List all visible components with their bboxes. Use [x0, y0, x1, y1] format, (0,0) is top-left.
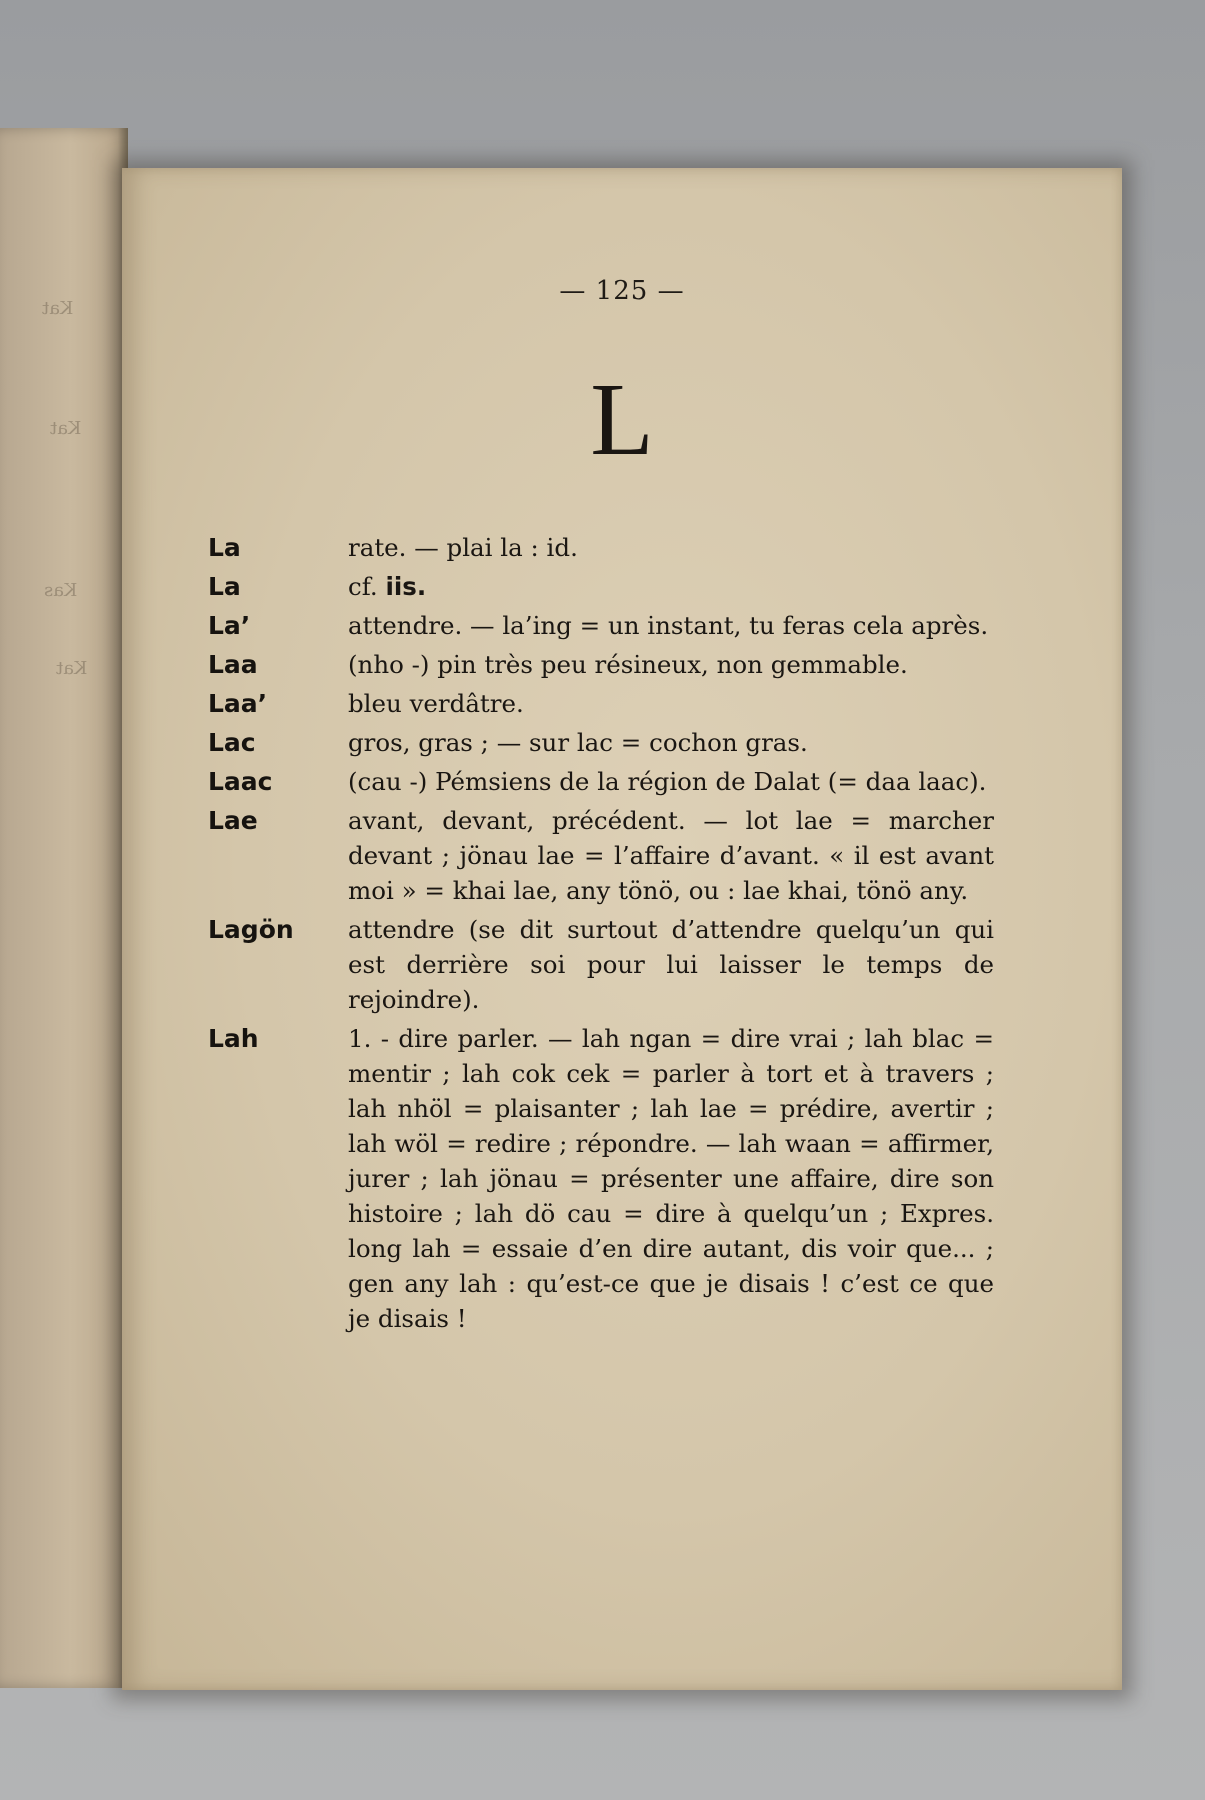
dictionary-entry	[208, 803, 1018, 908]
show-through-text: Kat	[42, 298, 74, 319]
entry-definition: gros, gras ; — sur lac = cochon gras.	[348, 728, 808, 757]
show-through-text: Kat	[50, 418, 82, 439]
dictionary-entry	[208, 912, 1018, 1017]
entry-headword: La	[208, 572, 241, 601]
entry-definition: avant, devant, précédent. — lot lae = marcher devant ; jönau lae = l’affaire d’avant. « il est avant moi » = khai lae, any tönö, ou : lae khai, tönö any.	[348, 806, 994, 905]
entry-cross-reference: iis.	[385, 572, 427, 601]
entry-definition-text: cf.	[348, 572, 386, 601]
show-through-text: Kat	[56, 658, 88, 679]
dictionary-page	[122, 168, 1122, 1690]
entry-definition: attendre. — la’ing = un instant, tu feras cela après.	[348, 611, 989, 640]
entry-definition: (nho -) pin très peu résineux, non gemmable.	[348, 650, 908, 679]
entry-headword: Laa’	[208, 689, 268, 718]
page-number: — 125 —	[559, 276, 685, 306]
dictionary-entry	[208, 686, 1018, 721]
entry-definition: attendre (se dit surtout d’attendre quelqu’un qui est derrière soi pour lui laisser le temps de rejoindre).	[348, 915, 994, 1014]
entry-headword: Lac	[208, 728, 256, 757]
entry-list	[208, 530, 1018, 1340]
entry-definition: bleu verdâtre.	[348, 689, 524, 718]
entry-definition: (cau -) Pémsiens de la région de Dalat (= daa laac).	[348, 767, 987, 796]
dictionary-entry	[208, 569, 1018, 604]
entry-headword: Laac	[208, 767, 273, 796]
dictionary-entry	[208, 530, 1018, 565]
section-letter: L	[590, 362, 654, 477]
entry-headword: Lae	[208, 806, 258, 835]
facing-page	[0, 128, 128, 1688]
dictionary-entry	[208, 725, 1018, 760]
dictionary-entry	[208, 764, 1018, 799]
entry-headword: La	[208, 533, 241, 562]
dictionary-entry	[208, 608, 1018, 643]
entry-headword: Lagön	[208, 915, 294, 944]
dictionary-entry	[208, 647, 1018, 682]
entry-definition: 1. - dire parler. — lah ngan = dire vrai ; lah blac = mentir ; lah cok cek = parler à tort et à travers ; lah nhöl = plaisanter ; lah lae = prédire, avertir ; lah wöl = redire ; répondre. — lah waan = affirmer, jurer ; lah jönau = présenter une affaire, dire son histoire ; lah dö cau = dire à quelqu’un ; Expres. long lah = essaie d’en dire autant, dis voir que... ; gen any lah : qu’est-ce que je disais ! c’est ce que je disais !	[348, 1024, 994, 1333]
dictionary-entry	[208, 1021, 1018, 1336]
entry-headword: Laa	[208, 650, 258, 679]
show-through-text: Kas	[44, 580, 78, 601]
entry-headword: La’	[208, 611, 251, 640]
entry-headword: Lah	[208, 1024, 259, 1053]
entry-definition	[348, 569, 994, 604]
entry-definition: rate. — plai la : id.	[348, 533, 578, 562]
